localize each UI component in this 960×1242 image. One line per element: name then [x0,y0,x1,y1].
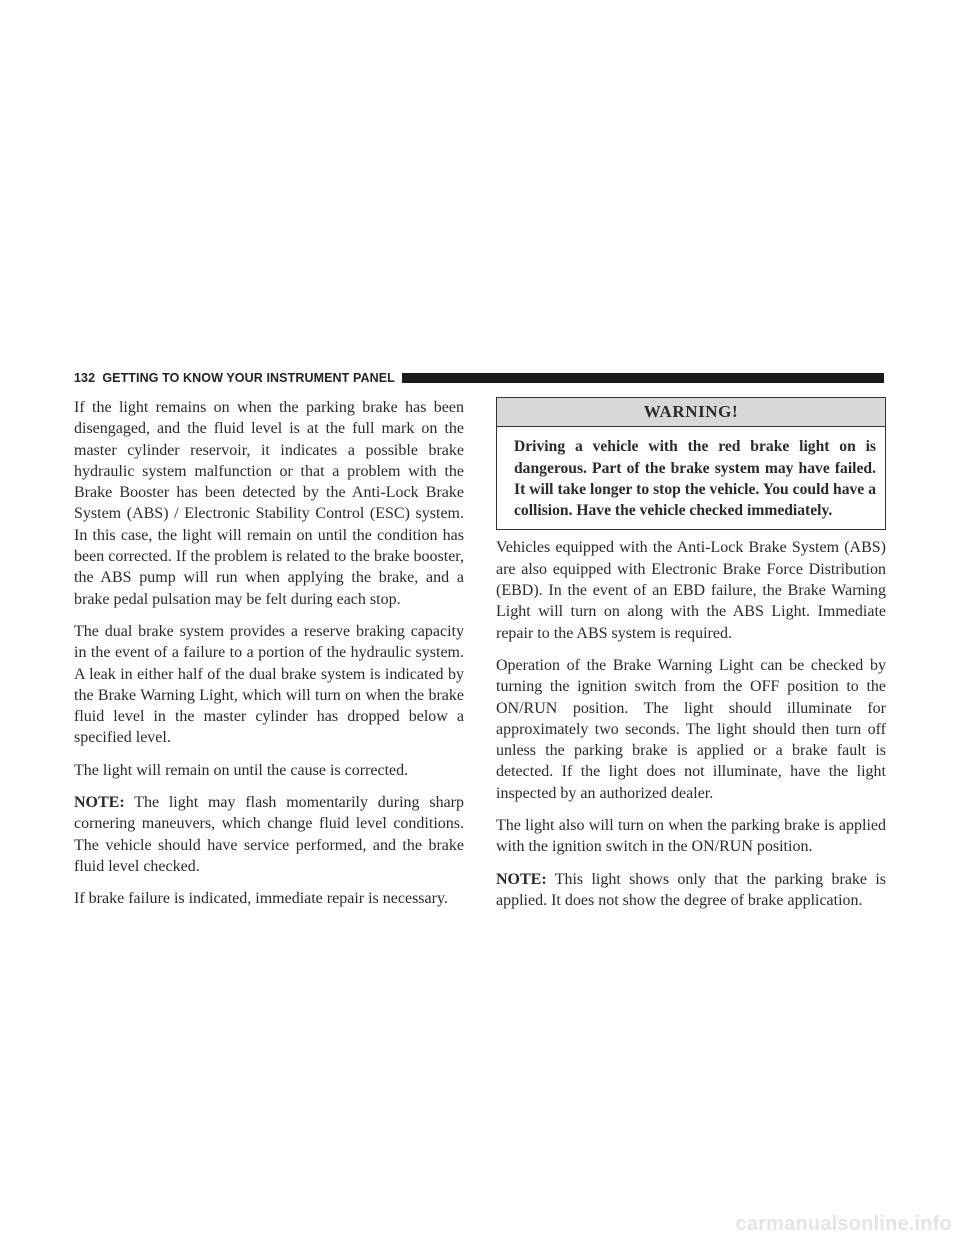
paragraph: Operation of the Brake Warning Light can be checked by turning the ignition switch from the OFF position to the ON/RUN position. The light should illuminate for approximately two seconds. The light should then turn off unless the parking brake is applied or a brake fault is detected. If the light does not illuminate, have the light inspected by an authorized dealer. [496,656,886,802]
paragraph: If brake failure is indicated, immediate repair is necessary. [74,890,448,908]
warning-text: Driving a vehicle with the red brake light on is dangerous. Part of the brake system may have failed. It will take longer to stop the vehicle. You could have a collision. Have the vehicle checked immediately. [514,438,876,520]
paragraph: Vehicles equipped with the Anti-Lock Brake System (ABS) are also equipped with Electronic Brake Force Distribution (EBD). In the event of an EBD failure, the Brake Warning Light will turn on along with the ABS Light. Immediate repair to the ABS system is required. [496,539,886,642]
paragraph: The light will remain on until the cause is corrected. [74,761,409,779]
warning-box [496,397,886,530]
page-header [74,371,884,385]
section-title: GETTING TO KNOW YOUR INSTRUMENT PANEL [102,371,395,385]
note-text: The light may flash momentarily during sharp cornering maneuvers, which change fluid level conditions. The vehicle should have service performed, and the brake fluid level checked. [74,794,464,875]
note-paragraph [496,869,886,912]
note-label: NOTE: [496,870,547,888]
right-column [496,397,886,922]
left-column [74,397,464,921]
watermark: carmanualsonline.info [735,1213,952,1235]
warning-title: WARNING! [497,398,885,427]
header-rule [402,373,884,383]
note-text: This light shows only that the parking brake is applied. It does not show the degree of brake application. [496,870,886,909]
paragraph: If the light remains on when the parking brake has been disengaged, and the fluid level is at the full mark on the master cylinder reservoir, it indicates a possible brake hydraulic system malfunction or that a problem with the Brake Booster has been detected by the Anti-Lock Brake System (ABS) / Electronic Stability Control (ESC) system. In this case, the light will remain on until the condition has been corrected. If the problem is related to the brake booster, the ABS pump will run when applying the brake, and a brake pedal pulsation may be felt during each stop. [74,399,464,608]
note-label: NOTE: [74,794,125,812]
note-paragraph [74,792,464,877]
running-header-text [74,371,395,385]
page-number: 132 [74,371,96,385]
paragraph: The light also will turn on when the parking brake is applied with the ignition switch in the ON/RUN position. [496,817,886,856]
paragraph: The dual brake system provides a reserve braking capacity in the event of a failure to a portion of the hydraulic system. A leak in either half of the dual brake system is indicated by the Brake Warning Light, which will turn on when the brake fluid level in the master cylinder has dropped below a specified level. [74,622,464,747]
